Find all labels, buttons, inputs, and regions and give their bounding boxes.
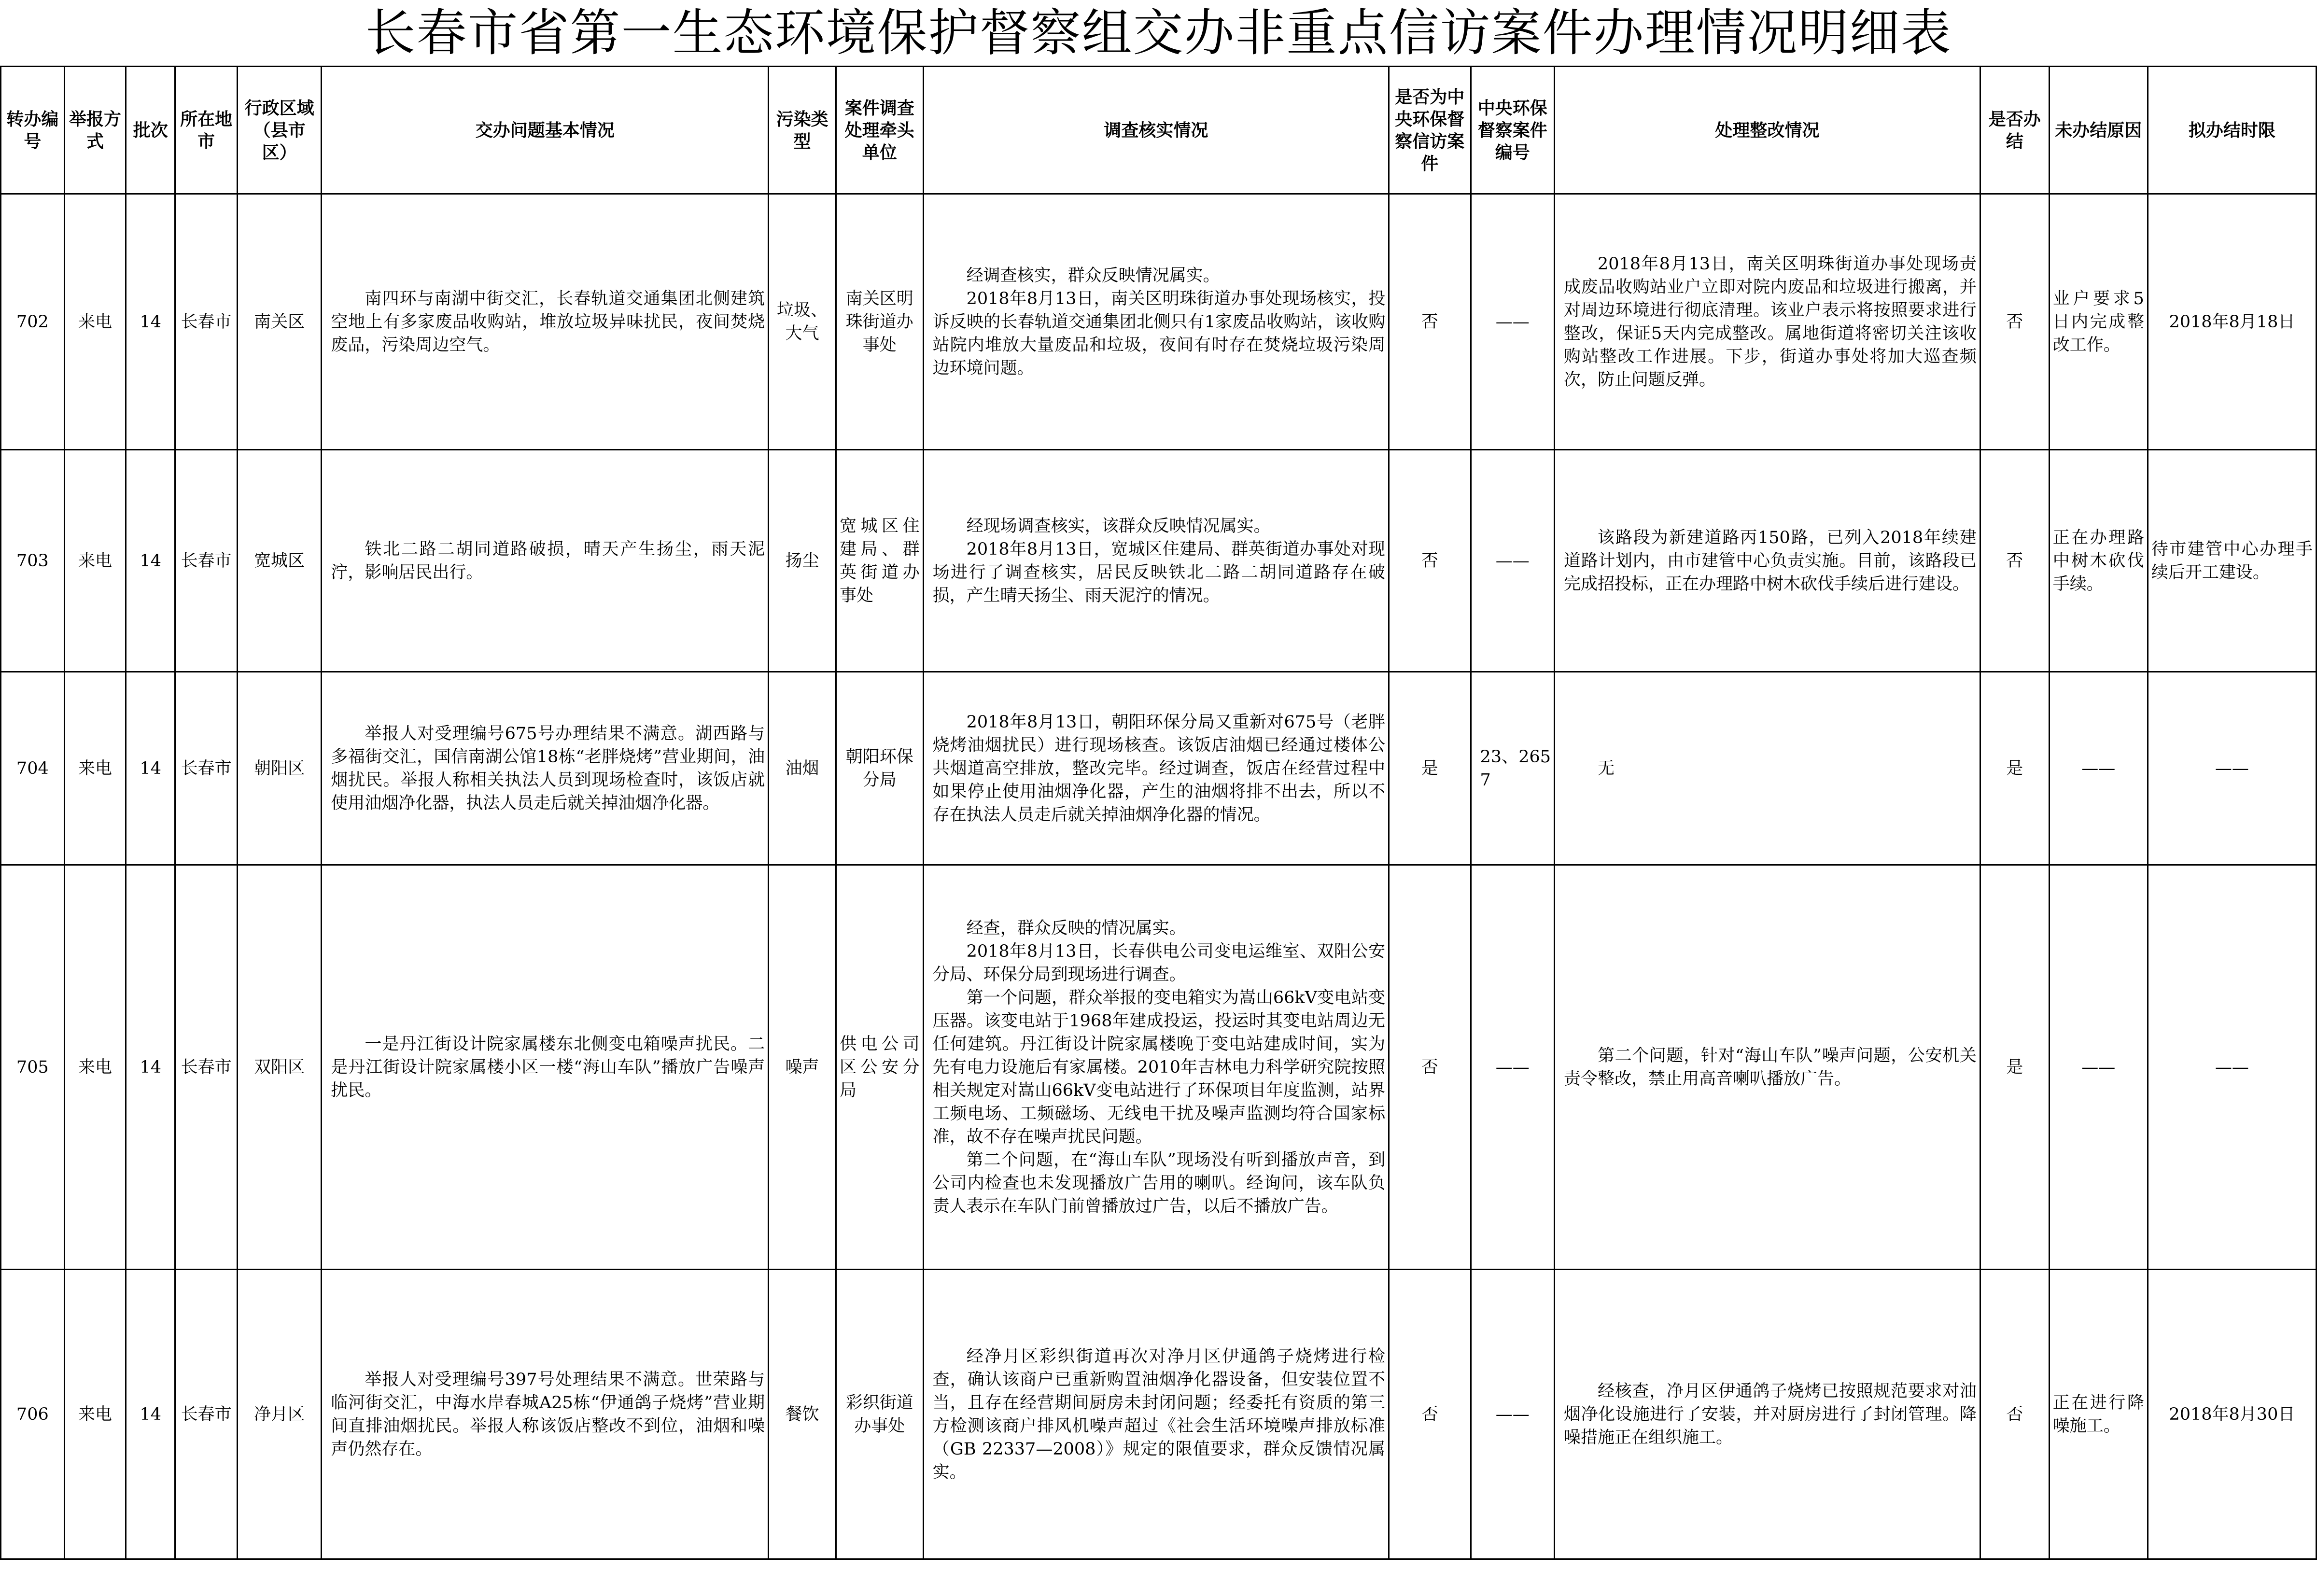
pollution-type: 油烟	[769, 672, 836, 865]
investigation-paragraph: 经调查核实，群众反映情况属实。	[966, 266, 1220, 285]
central-case-flag: 否	[1389, 1270, 1471, 1559]
central-case-number: ——	[1471, 450, 1555, 672]
district: 双阳区	[237, 865, 322, 1270]
report-method: 来电	[64, 672, 126, 865]
handling-paragraph: 该路段为新建道路丙150路，已列入2018年续建道路计划内，由市建管中心负责实施。目前，该路段已完成招投标，正在办理路中树木砍伐手续后进行建设。	[1564, 528, 1977, 594]
issue-summary	[322, 672, 769, 865]
report-method: 来电	[64, 865, 126, 1270]
header-cell: 处理整改情况	[1555, 67, 1980, 194]
central-case-number: 23、2657	[1471, 672, 1555, 865]
header-cell: 是否为中央环保督察信访案件	[1389, 67, 1471, 194]
lead-unit: 宽城区住建局、群英街道办事处	[836, 450, 923, 672]
issue-paragraph: 铁北二路二胡同道路破损，晴天产生扬尘，雨天泥泞，影响居民出行。	[331, 539, 765, 582]
table-row	[1, 672, 2317, 865]
handling	[1555, 1270, 1980, 1559]
investigation	[923, 450, 1389, 672]
central-case-number: ——	[1471, 1270, 1555, 1559]
closed-flag: 否	[1980, 194, 2049, 450]
batch: 14	[126, 865, 175, 1270]
handling	[1555, 450, 1980, 672]
central-case-flag: 否	[1389, 194, 1471, 450]
pollution-type: 噪声	[769, 865, 836, 1270]
header-cell: 中央环保督察案件编号	[1471, 67, 1555, 194]
city: 长春市	[175, 672, 238, 865]
pollution-type: 扬尘	[769, 450, 836, 672]
batch: 14	[126, 450, 175, 672]
unclosed-reason: ——	[2049, 672, 2148, 865]
table-row	[1, 450, 2317, 672]
investigation-paragraph: 2018年8月13日，朝阳环保分局又重新对675号（老胖烧烤油烟扰民）进行现场核查。该饭店油烟已经通过楼体公共烟道高空排放，整改完毕。经过调查，饭店在经营过程中如果停止使用油烟净化器，产生的油烟将排不出去，所以不存在执法人员走后就关掉油烟净化器的情况。	[932, 712, 1386, 825]
pollution-type: 餐饮	[769, 1270, 836, 1559]
header-cell: 转办编号	[1, 67, 65, 194]
pollution-type: 垃圾、大气	[769, 194, 836, 450]
lead-unit: 朝阳环保分局	[836, 672, 923, 865]
header-cell: 举报方式	[64, 67, 126, 194]
issue-paragraph: 举报人对受理编号675号办理结果不满意。湖西路与多福街交汇，国信南湖公馆18栋“老胖烧烤”营业期间，油烟扰民。举报人称相关执法人员到现场检查时，该饭店就使用油烟净化器，执法人员走后就关掉油烟净化器。	[331, 724, 765, 813]
handling	[1555, 194, 1980, 450]
report-method: 来电	[64, 450, 126, 672]
deadline: ——	[2148, 672, 2316, 865]
unclosed-reason: 正在办理路中树木砍伐手续。	[2049, 450, 2148, 672]
handling-paragraph: 无	[1598, 758, 1615, 778]
issue-paragraph: 一是丹江街设计院家属楼东北侧变电箱噪声扰民。二是丹江街设计院家属楼小区一楼“海山车队”播放广告噪声扰民。	[331, 1034, 765, 1100]
table-row	[1, 194, 2317, 450]
investigation	[923, 194, 1389, 450]
header-cell: 调查核实情况	[923, 67, 1389, 194]
closed-flag: 否	[1980, 1270, 2049, 1559]
handling	[1555, 865, 1980, 1270]
deadline: 2018年8月30日	[2148, 1270, 2316, 1559]
district: 朝阳区	[237, 672, 322, 865]
batch: 14	[126, 672, 175, 865]
central-case-number: ——	[1471, 194, 1555, 450]
issue-summary	[322, 1270, 769, 1559]
case-id: 702	[1, 194, 65, 450]
deadline: 待市建管中心办理手续后开工建设。	[2148, 450, 2316, 672]
issue-paragraph: 举报人对受理编号397号处理结果不满意。世荣路与临河街交汇，中海水岸春城A25栋“伊通鸽子烧烤”营业期间直排油烟扰民。举报人称该饭店整改不到位，油烟和噪声仍然存在。	[331, 1370, 765, 1459]
investigation-paragraph: 第二个问题，在“海山车队”现场没有听到播放声音，到公司内检查也未发现播放广告用的喇叭。经询问，该车队负责人表示在车队门前曾播放过广告，以后不播放广告。	[932, 1150, 1386, 1216]
unclosed-reason: 业户要求5日内完成整改工作。	[2049, 194, 2148, 450]
central-case-number: ——	[1471, 865, 1555, 1270]
handling	[1555, 672, 1980, 865]
handling-paragraph: 经核查，净月区伊通鸽子烧烤已按照规范要求对油烟净化设施进行了安装，并对厨房进行了封闭管理。降噪措施正在组织施工。	[1564, 1381, 1977, 1447]
table-header-row	[1, 67, 2317, 194]
investigation-paragraph: 2018年8月13日，长春供电公司变电运维室、双阳公安分局、环保分局到现场进行调查。	[932, 941, 1386, 984]
header-cell: 污染类型	[769, 67, 836, 194]
investigation-paragraph: 第一个问题，群众举报的变电箱实为嵩山66kV变电站变压器。该变电站于1968年建成投运，投运时其变电站周边无任何建筑。丹江街设计院家属楼晚于变电站建成时间，实为先有电力设施后有家属楼。2010年吉林电力科学研究院按照相关规定对嵩山66kV变电站进行了环保项目年度监测，站界工频电场、工频磁场、无线电干扰及噪声监测均符合国家标准，故不存在噪声扰民问题。	[932, 988, 1386, 1147]
unclosed-reason: ——	[2049, 865, 2148, 1270]
header-cell: 交办问题基本情况	[322, 67, 769, 194]
case-id: 704	[1, 672, 65, 865]
case-table	[0, 66, 2317, 1560]
deadline: 2018年8月18日	[2148, 194, 2316, 450]
investigation	[923, 672, 1389, 865]
header-cell: 所在地市	[175, 67, 238, 194]
header-cell: 拟办结时限	[2148, 67, 2316, 194]
handling-paragraph: 第二个问题，针对“海山车队”噪声问题，公安机关责令整改，禁止用高音喇叭播放广告。	[1564, 1046, 1977, 1089]
city: 长春市	[175, 1270, 238, 1559]
investigation	[923, 1270, 1389, 1559]
issue-summary	[322, 450, 769, 672]
issue-summary	[322, 194, 769, 450]
header-cell: 行政区域（县市区）	[237, 67, 322, 194]
lead-unit: 彩织街道办事处	[836, 1270, 923, 1559]
case-id: 706	[1, 1270, 65, 1559]
batch: 14	[126, 194, 175, 450]
table-row	[1, 1270, 2317, 1559]
unclosed-reason: 正在进行降噪施工。	[2049, 1270, 2148, 1559]
investigation-paragraph: 2018年8月13日，宽城区住建局、群英街道办事处对现场进行了调查核实，居民反映铁北二路二胡同道路存在破损，产生晴天扬尘、雨天泥泞的情况。	[932, 539, 1386, 605]
case-id: 705	[1, 865, 65, 1270]
closed-flag: 是	[1980, 865, 2049, 1270]
header-cell: 是否办结	[1980, 67, 2049, 194]
page-title: 长春市省第一生态环境保护督察组交办非重点信访案件办理情况明细表	[365, 3, 1952, 62]
city: 长春市	[175, 194, 238, 450]
issue-paragraph: 南四环与南湖中街交汇，长春轨道交通集团北侧建筑空地上有多家废品收购站，堆放垃圾异味扰民，夜间焚烧废品，污染周边空气。	[331, 289, 765, 355]
table-row	[1, 865, 2317, 1270]
central-case-flag: 否	[1389, 450, 1471, 672]
central-case-flag: 否	[1389, 865, 1471, 1270]
investigation	[923, 865, 1389, 1270]
header-cell: 批次	[126, 67, 175, 194]
handling-paragraph: 2018年8月13日，南关区明珠街道办事处现场责成废品收购站业户立即对院内废品和垃圾进行搬离，并对周边环境进行彻底清理。该业户表示将按照要求进行整改，保证5天内完成整改。属地街道将密切关注该收购站整改工作进展。下步，街道办事处将加大巡查频次，防止问题反弹。	[1564, 254, 1977, 390]
investigation-paragraph: 经现场调查核实，该群众反映情况属实。	[966, 516, 1271, 536]
district: 宽城区	[237, 450, 322, 672]
investigation-paragraph: 经净月区彩织街道再次对净月区伊通鸽子烧烤进行检查，确认该商户已重新购置油烟净化器设备，但安装位置不当，且存在经营期间厨房未封闭问题；经委托有资质的第三方检测该商户排风机噪声超过《社会生活环境噪声排放标准（GB 22337—2008）》规定的限值要求，群众反馈情况属实。	[932, 1346, 1386, 1482]
city: 长春市	[175, 865, 238, 1270]
header-cell: 未办结原因	[2049, 67, 2148, 194]
city: 长春市	[175, 450, 238, 672]
report-method: 来电	[64, 1270, 126, 1559]
lead-unit: 供电公司区公安分局	[836, 865, 923, 1270]
issue-summary	[322, 865, 769, 1270]
investigation-paragraph: 2018年8月13日，南关区明珠街道办事处现场核实，投诉反映的长春轨道交通集团北侧只有1家废品收购站，该收购站院内堆放大量废品和垃圾，夜间有时存在焚烧垃圾污染周边环境问题。	[932, 289, 1386, 378]
batch: 14	[126, 1270, 175, 1559]
deadline: ——	[2148, 865, 2316, 1270]
report-method: 来电	[64, 194, 126, 450]
district: 南关区	[237, 194, 322, 450]
investigation-paragraph: 经查，群众反映的情况属实。	[966, 918, 1186, 938]
central-case-flag: 是	[1389, 672, 1471, 865]
case-id: 703	[1, 450, 65, 672]
closed-flag: 否	[1980, 450, 2049, 672]
district: 净月区	[237, 1270, 322, 1559]
lead-unit: 南关区明珠街道办事处	[836, 194, 923, 450]
header-cell: 案件调查处理牵头单位	[836, 67, 923, 194]
closed-flag: 是	[1980, 672, 2049, 865]
